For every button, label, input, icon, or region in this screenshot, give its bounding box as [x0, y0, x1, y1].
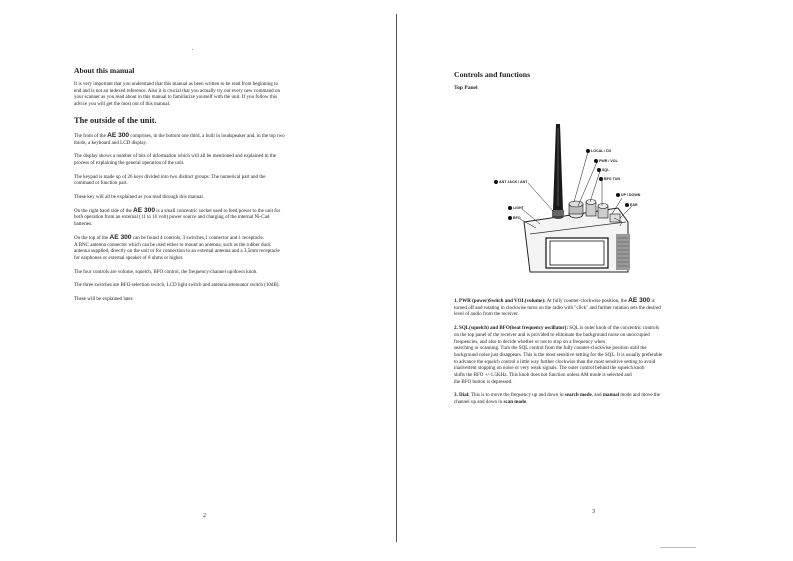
text-run: On the right band side of the: [74, 207, 134, 214]
text-line: turned off and rotating in clockwise turns on the radio with "click" and further rotation sets the desired: [454, 304, 661, 311]
text-line: A BNC antenna connector which can be used either to mount an antenna, such as the rubber duck: [74, 241, 271, 248]
text-line: shifts the BFO +/-1.5KHz. This knob does not function unless AM mode is selected and: [454, 372, 632, 379]
text-line: background noise just disappears. This is the most sensitive setting for the SQL. It is usually preferable: [454, 351, 663, 358]
label-light: LIGHT: [508, 206, 524, 210]
model-name: AE 300: [133, 206, 156, 214]
item-2-title: 2. SQL(squelch) and BFO(beat frequency oscillator):: [454, 325, 569, 332]
heading-about-manual: About this manual: [74, 66, 135, 75]
right-column-body: [454, 298, 732, 413]
label-up-down: UP / DOWN: [616, 193, 640, 197]
label-bfo-tun: BFO TUN: [599, 177, 620, 181]
page-fold: [396, 14, 397, 542]
text-line: frequencies, and also to decide whether or not to stop on a frequency when: [454, 338, 606, 345]
edge-line: [660, 547, 696, 548]
paragraph-switches: The three switches are BFO selection switch, LCD light switch and antenna attenuator switch (10dB).: [74, 282, 280, 289]
paragraph-right-side: [74, 208, 348, 228]
text-run: comprises, in the bottom one third, a built in loudspeaker and, in the top two: [129, 132, 285, 139]
heading-controls: Controls and functions: [454, 70, 531, 79]
text-run: .: [526, 399, 528, 406]
item-2-sql-bfo: [454, 325, 732, 385]
text-run-bold: scan mode: [503, 399, 527, 406]
text-run: , and: [591, 392, 603, 399]
lcd-window: [546, 238, 608, 268]
text-line: The display shows a number of bits of information which will all be mentioned and explained in the: [74, 153, 276, 160]
text-run: On the top of the: [74, 234, 110, 241]
label-ant-jack: ANT JACK / ANT: [494, 180, 527, 184]
text-run-bold: manual: [602, 392, 620, 399]
model-name: AE 300: [628, 297, 651, 304]
paragraph-controls: The four controls are volume, squelch, BFO control, the frequency/channel up/down knob.: [74, 268, 258, 275]
text-run: At fully counter-clockwise position, the: [545, 298, 629, 304]
page-number-left: 2: [203, 513, 206, 519]
text-line: searching or scanning. Turn the SQL control from the fully counter-clockwise position until the: [454, 345, 647, 352]
about-line: your scanner as you read about in this manual to familiarize yourself with the unit. If you follow this: [74, 94, 278, 101]
label-bfo: BFO: [508, 216, 521, 220]
about-line: advice you will get the most out of this manual.: [74, 101, 171, 108]
label-ear: EAR: [625, 203, 638, 207]
text-line: for earphones or external speaker of 8 ohms or higher.: [74, 254, 184, 261]
page-number-right: 3: [592, 509, 595, 515]
left-page: [0, 0, 396, 561]
text-line: command or function part.: [74, 180, 128, 187]
text-run: is: [650, 298, 655, 304]
paragraph-about: [74, 81, 348, 108]
paragraph-these-key: These key will all be explained as you read through this manual.: [74, 194, 205, 201]
scan-speck: [192, 49, 193, 50]
paragraph-keypad: [74, 174, 348, 187]
item-3-title: 3. Dial:: [454, 392, 470, 399]
label-pwr-vol: PWR / VOL: [594, 159, 618, 163]
label-sql: SQL: [597, 168, 609, 172]
paragraph-display: [74, 153, 348, 166]
text-line: thirds, a keyboard and LCD display.: [74, 139, 147, 146]
text-line: both operation from an external (11 to 16 volt) power source and charging of the internal Ni-Cad: [74, 214, 270, 221]
text-run: channel up and down in: [454, 399, 504, 406]
text-run: can be found 4 controls, 3 switches,1 connector and 1 receptacle.: [131, 234, 265, 241]
model-name: AE 300: [109, 233, 132, 241]
paragraph-later: These will be explained later.: [74, 296, 134, 303]
left-column: [74, 66, 348, 310]
text-line: the BFO button is depressed.: [454, 378, 513, 385]
text-run: This is to move the frequency up and down in: [469, 392, 565, 399]
about-line: It is very important that you understand that this manual as been written to be read from beginning to: [74, 81, 279, 87]
right-column-top: [454, 70, 730, 91]
item-1-pwr-vol: [454, 298, 732, 318]
label-local-dx: LOCAL / DX: [586, 149, 611, 153]
about-line: end and is not an indexed reference. Also it is crucial that you actually try out every new command on: [74, 87, 281, 94]
text-run: SQL is outer knob of the concentric controls: [568, 325, 659, 332]
text-line: The keypad is made up of 26 keys divided into two distinct groups: The numerical part and the: [74, 173, 266, 180]
text-line: batteries.: [74, 221, 93, 228]
text-line: antenna supplied, directly on the unit or for connection to an external antenna and a 3,5mm receptacle: [74, 248, 280, 255]
text-line: on the top panel of the receiver and is provided to eliminate the background noise on unoccupied: [454, 331, 650, 338]
text-line: process of explaining the general operation of the unit.: [74, 159, 185, 166]
grip-texture: [616, 234, 630, 270]
model-name: AE 300: [107, 131, 130, 139]
dial-up-down: [610, 214, 620, 222]
text-run: is a small concentric socket used to feed power to the unit for: [155, 207, 281, 214]
paragraph-front: [74, 133, 348, 146]
top-panel-figure: [490, 122, 640, 290]
text-run-bold: search mode: [564, 392, 592, 399]
text-line: level of audio from the receiver.: [454, 311, 519, 318]
right-page: [398, 0, 793, 561]
text-run: mode and move the: [619, 392, 661, 399]
paragraph-top: [74, 235, 348, 262]
text-line: inadvertent stopping on noise or very weak signals. The outer control behind the squelch knob: [454, 365, 645, 372]
text-run: The front of the: [74, 132, 108, 139]
item-1-title: 1. PWR (power)Switch and VOL(volume):: [454, 298, 546, 304]
heading-outside-unit: The outside of the unit.: [74, 115, 157, 125]
subheading-top-panel: Top Panel: [454, 85, 478, 91]
item-3-dial: [454, 392, 732, 405]
text-line: to advance the squelch control a little way further clockwise than the most sensitive setting to avoid: [454, 358, 656, 365]
